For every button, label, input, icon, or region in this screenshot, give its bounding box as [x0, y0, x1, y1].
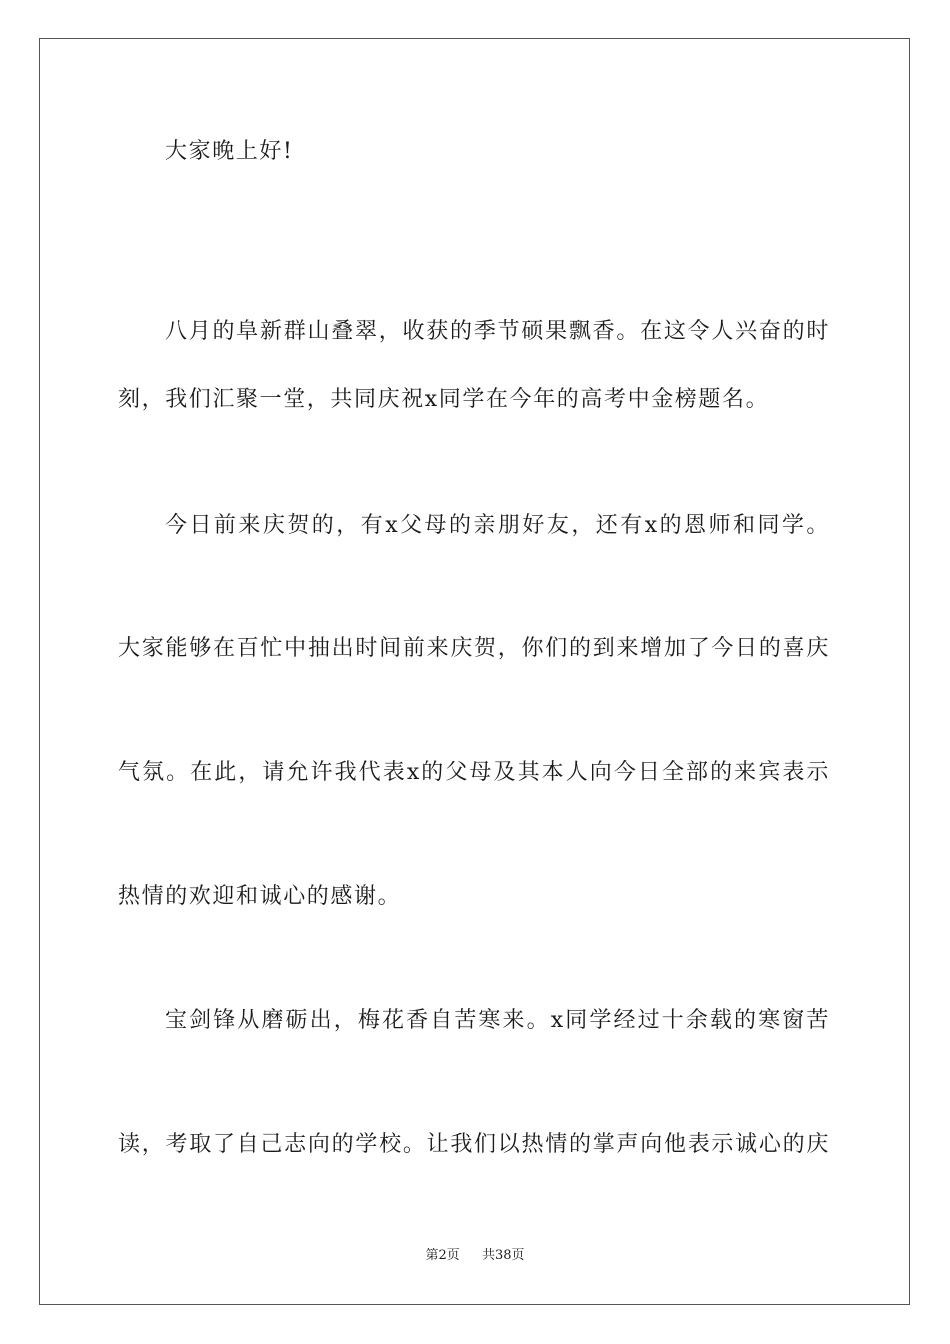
paragraph-line-5: 气氛。在此，请允许我代表x的父母及其本人向今日全部的来宾表示	[118, 760, 830, 785]
paragraph-line-3: 今日前来庆贺的，有x父母的亲朋好友，还有x的恩师和同学。	[165, 513, 830, 538]
paragraph-line-7: 宝剑锋从磨砺出，梅花香自苦寒来。x同学经过十余载的寒窗苦	[165, 1008, 830, 1033]
page-border	[39, 38, 910, 1305]
paragraph-line-8: 读，考取了自己志向的学校。让我们以热情的掌声向他表示诚心的庆	[118, 1132, 830, 1157]
paragraph-line-4: 大家能够在百忙中抽出时间前来庆贺，你们的到来增加了今日的喜庆	[118, 636, 830, 661]
paragraph-line-1: 八月的阜新群山叠翠，收获的季节硕果飘香。在这令人兴奋的时	[165, 319, 830, 344]
page-total: 共38页	[482, 1248, 525, 1263]
paragraph-line-6: 热情的欢迎和诚心的感谢。	[118, 884, 402, 909]
page-number: 第2页	[425, 1248, 460, 1263]
page-footer	[0, 1247, 950, 1265]
paragraph-line-2: 刻，我们汇聚一堂，共同庆祝x同学在今年的高考中金榜题名。	[118, 387, 770, 412]
greeting-line: 大家晚上好!	[165, 139, 294, 164]
